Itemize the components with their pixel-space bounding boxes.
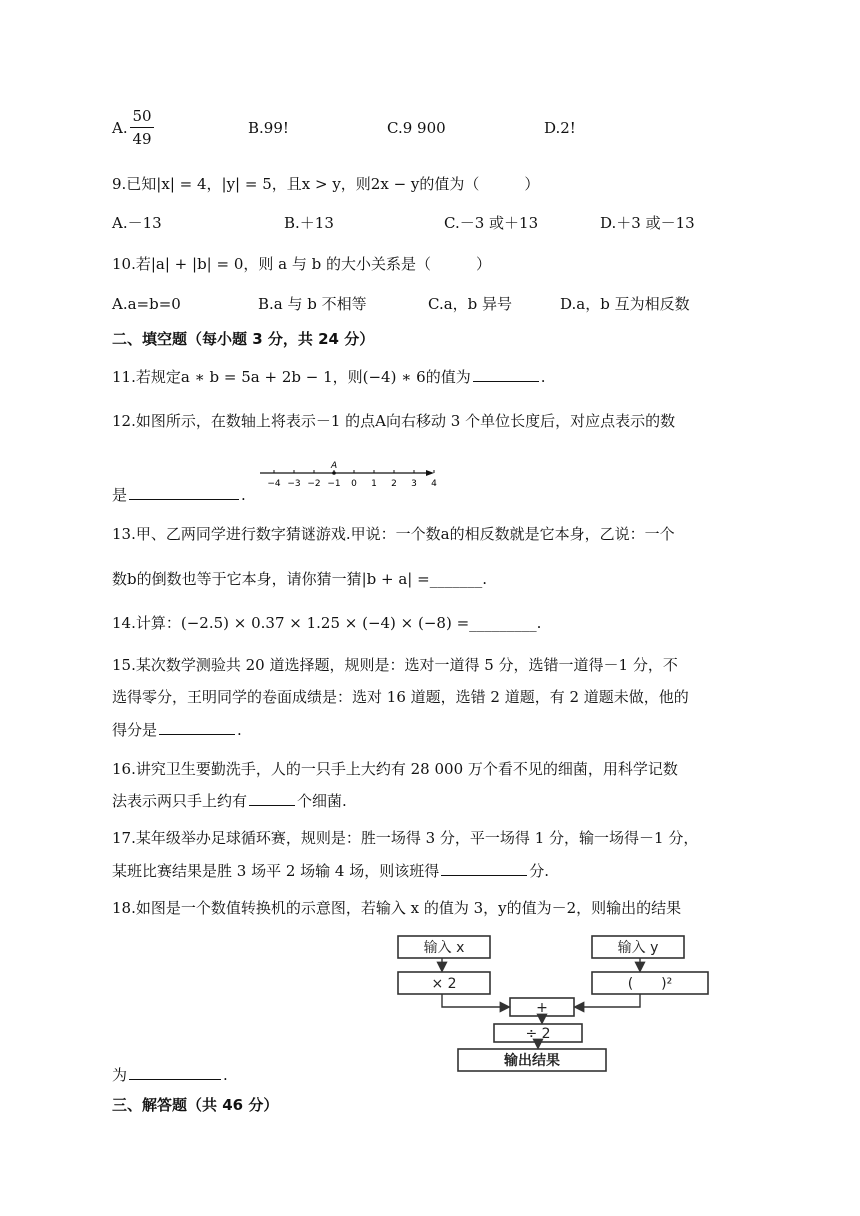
q10-option-c: C.a，b 异号 [428,295,513,313]
q9-option-d: D.＋3 或－13 [600,214,695,232]
answer-blank [249,789,295,806]
plus-label: + [536,1000,548,1016]
times-two-label: × 2 [431,976,457,992]
axis-tick-label: −2 [307,479,321,489]
q13-line1: 13.甲、乙两同学进行数字猜谜游戏.甲说：一个数a的相反数就是它本身，乙说：一个 [112,525,675,543]
q12-line2 [112,483,246,506]
q16-line2 [112,789,347,812]
input-y-label: 输入 y [617,940,659,956]
q13-line2: 数b的倒数也等于它本身，请你猜一猜|b + a| =_______. [112,570,487,588]
q11-line [112,365,546,388]
q8-option-d: D.2! [544,119,576,137]
axis-tick-label: 1 [371,479,377,489]
q9-stem: 9.已知|x| = 4，|y| = 5，且x > y，则2x − y的值为（ ） [112,175,540,193]
answer-blank [129,1063,221,1080]
point-a-label: A [331,461,338,471]
q15-line2: 选得零分，王明同学的卷面成绩是：选对 16 道题，选错 2 道题，有 2 道题未做，他的 [112,688,689,706]
q9-option-c: C.－3 或＋13 [444,214,539,232]
q18-line2-prefix: 为 [112,1066,128,1084]
conversion-machine-diagram [392,932,720,1074]
q8-option-a-fraction [130,106,154,149]
arrow-times-two-to-plus [442,994,508,1007]
axis-tick-label: −4 [267,479,281,489]
q8-option-b: B.99! [248,119,289,137]
answer-blank [441,859,527,876]
axis-tick-label: 3 [411,479,417,489]
q10-stem: 10.若|a| + |b| = 0，则 a 与 b 的大小关系是（ ） [112,255,491,273]
q18-line1: 18.如图是一个数值转换机的示意图，若输入 x 的值为 3，y的值为－2，则输出的结果 [112,899,682,917]
q17-line2-prefix: 某班比赛结果是胜 3 场平 2 场输 4 场，则该班得 [112,862,440,880]
q9-option-a: A.－13 [112,214,162,232]
axis-tick-label: −1 [327,479,341,489]
fraction-numerator: 50 [132,107,152,125]
section-solve-heading: 三、解答题（共 46 分） [112,1096,279,1114]
q11-end: . [540,368,546,386]
arrow-square-to-plus [576,994,640,1007]
q11-text: 11.若规定a ∗ b = 5a + 2b − 1，则(−4) ∗ 6的值为 [112,368,471,386]
q10-option-d: D.a，b 互为相反数 [560,295,690,313]
axis-arrow-icon [426,470,434,476]
q17-line1: 17.某年级举办足球循环赛，规则是：胜一场得 3 分，平一场得 1 分，输一场得－1 分， [112,829,699,847]
axis-tick-label: 4 [431,479,437,489]
axis-tick-label: 0 [351,479,357,489]
answer-blank [473,365,539,382]
number-line-figure [256,456,436,492]
fraction-bar [130,127,154,128]
fraction-denominator: 49 [132,130,152,148]
q16-line1: 16.讲究卫生要勤洗手，人的一只手上大约有 28 000 万个看不见的细菌，用科学记数 [112,760,678,778]
q10-option-a: A.a=b=0 [112,295,181,313]
q10-option-b: B.a 与 b 不相等 [258,295,367,313]
q18-line2-end: . [223,1066,228,1084]
q8-option-c: C.9 900 [387,119,446,137]
q12-line1: 12.如图所示，在数轴上将表示－1 的点A向右移动 3 个单位长度后，对应点表示的数 [112,412,676,430]
axis-tick-label: −3 [287,479,301,489]
q18-line2 [112,1063,228,1086]
output-label: 输出结果 [504,1053,560,1069]
q12-line2-prefix: 是 [112,486,128,504]
q15-line1: 15.某次数学测验共 20 道选择题，规则是：选对一道得 5 分，选错一道得－1 分，不 [112,656,678,674]
q16-line2-prefix: 法表示两只手上约有 [112,792,248,810]
q17-line2-suffix: 分. [529,862,550,880]
q17-line2 [112,859,549,882]
q9-option-b: B.＋13 [284,214,334,232]
axis-tick-label: 2 [391,479,397,489]
q8-option-a-prefix: A. [112,119,128,137]
section-fill-in-heading: 二、填空题（每小题 3 分，共 24 分） [112,330,375,348]
answer-blank [159,718,235,735]
divide-two-label: ÷ 2 [525,1026,551,1042]
q15-line3-end: . [237,721,242,739]
q15-line3 [112,718,242,741]
q14-line: 14.计算：(−2.5) × 0.37 × 1.25 × (−4) × (−8) =_________. [112,614,542,632]
q15-line3-prefix: 得分是 [112,721,158,739]
answer-blank [129,483,239,500]
q12-line2-end: . [241,486,246,504]
input-x-label: 输入 x [423,940,465,956]
q16-line2-suffix: 个细菌. [297,792,347,810]
square-label: ( )² [627,976,673,992]
